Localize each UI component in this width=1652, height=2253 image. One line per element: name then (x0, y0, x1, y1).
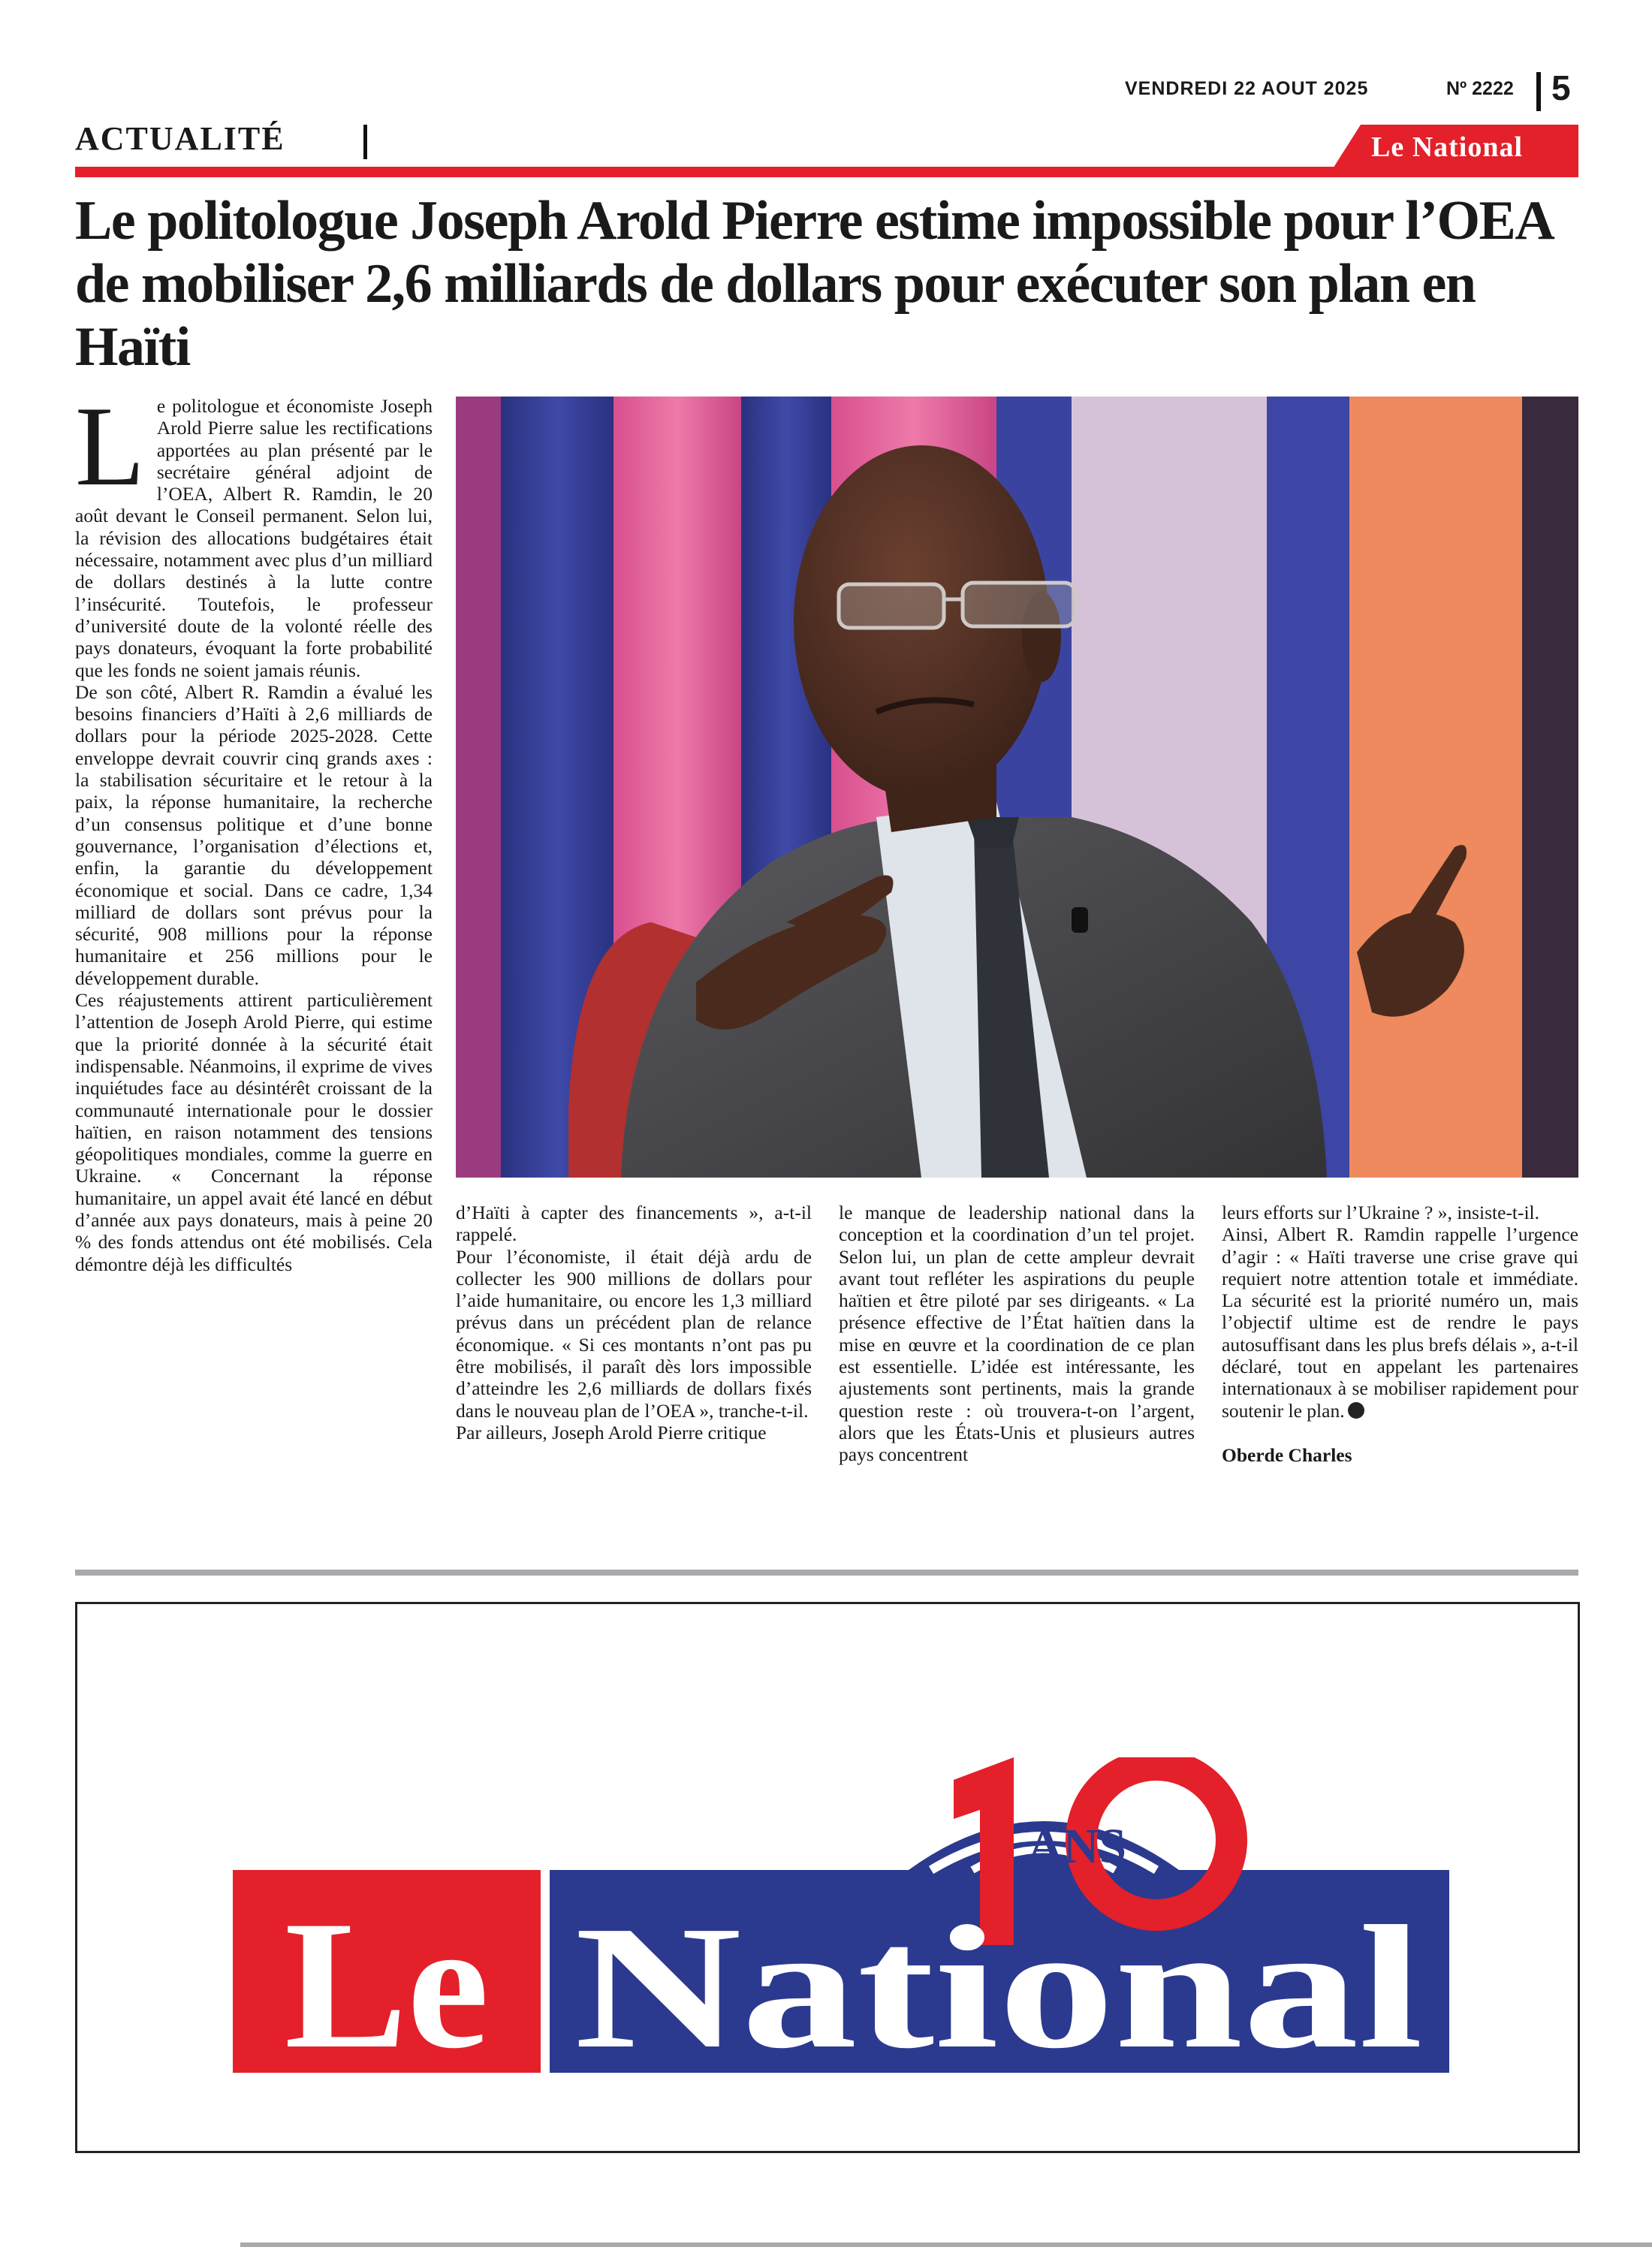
brand-name: Le National (1371, 131, 1524, 163)
paragraph-text: e politologue et économiste Joseph Arold Pierre salue les rectifications apportées au plan présenté par le secrétaire général adjoint de l’OEA, Albert R. Ramdin, le 20 août devant le Conseil permanent. Selon lui, la révision des allocations budgétaires était nécessaire, notamment avec plus d’un milliard de dollars destinés à la lutte contre l’insécurité. Toutefois, le professeur d’université doute de la volonté réelle des pays donateurs, évoquant la forte probabilité que les fonds ne soient jamais réunis. (75, 395, 433, 681)
issue-date: VENDREDI 22 AOUT 2025 (1125, 78, 1369, 99)
paragraph: leurs efforts sur l’Ukraine ? », insiste-t-il. (1222, 1202, 1540, 1223)
article-column-3 (839, 1202, 1195, 1466)
logo-word-national: National (574, 1890, 1423, 2073)
page-bottom-rule (240, 2242, 1652, 2247)
end-of-article-icon (1348, 1402, 1364, 1419)
paragraph: d’Haïti à capter des financements », a-t-il rappelé. (456, 1202, 812, 1246)
logo-ans-label: ANS (1026, 1819, 1127, 1874)
article-column-4 (1222, 1202, 1578, 1466)
portrait-illustration (456, 397, 1578, 1178)
logo-word-le: Le (284, 1883, 490, 2073)
paragraph: le manque de leadership national dans la conception et la coordination d’un tel projet. Selon lui, un plan de cette ampleur devrait avant tout refléter les aspirations du peuple haïtien et être piloté par ses dirigeants. « La présence effective de l’État haïtien dans la mise en œuvre et la coordination de ce plan est essentielle. L’idée est intéressante, les ajustements sont pertinents, mais la grande question reste : où trouvera-t-on l’argent, alors que les États-Unis et plusieurs autres pays concentrent (839, 1202, 1195, 1466)
paragraph: Par ailleurs, Joseph Arold Pierre critique (456, 1421, 767, 1443)
lead-paragraph (75, 383, 433, 681)
header-rule (75, 167, 1578, 177)
page-number: 5 (1551, 68, 1571, 107)
article-column-2 (456, 1202, 812, 1443)
paragraph (1222, 1223, 1578, 1422)
section-divider (363, 125, 367, 159)
ad-separator-rule (75, 1570, 1578, 1576)
section-label: ACTUALITÉ (75, 120, 285, 157)
article-author: Oberde Charles (1222, 1443, 1352, 1466)
article-headline: Le politologue Joseph Arold Pierre estime impossible pour l’OEA de mobiliser 2,6 milliards de dollars pour exécuter son plan en Haïti (75, 190, 1551, 378)
drop-cap: L (75, 383, 145, 509)
article-column-1 (75, 383, 433, 1275)
le-national-10-ans-logo (233, 1757, 1449, 2073)
article-photo (456, 397, 1578, 1178)
paragraph: Pour l’économiste, il était déjà ardu de collecter les 900 millions de dollars pour l’aide humanitaire, ou encore les 1,3 milliard prévus dans un précédent plan de relance économique. « Si ces montants n’ont pas pu être mobilisés, il paraît dès lors impossible d’atteindre les 2,6 milliards de dollars fixés dans le nouveau plan de l’OEA », tranche-t-il. (456, 1245, 812, 1422)
paragraph: De son côté, Albert R. Ramdin a évalué les besoins financiers d’Haïti à 2,6 milliards de dollars pour la période 2025-2028. Cette enveloppe devrait couvrir cinq grands axes : la stabilisation sécuritaire et le retour à la paix, la réponse humanitaire, la recherche d’un consensus politique et d’une bonne gouvernance, l’organisation d’élections et, enfin, la garantie du développement économique et social. Dans ce cadre, 1,34 milliard de dollars sont prévus pour la sécurité, 908 millions pour la réponse humanitaire et 256 millions pour le développement durable. (75, 680, 433, 989)
page-number-divider (1536, 72, 1541, 111)
paragraph-text: Ainsi, Albert R. Ramdin rappelle l’urgence d’agir : « Haïti traverse une crise grave qui requiert notre attention totale et immédiate. La sécurité est la priorité numéro un, mais l’objectif ultime est de rendre le pays autosuffisant dans les plus brefs délais », a-t-il déclaré, tout en appelant les partenaires internationaux à se mobiliser rapidement pour soutenir le plan. (1222, 1223, 1578, 1422)
paragraph: Ces réajustements attirent particulièrement l’attention de Joseph Arold Pierre, qui estime que la priorité donnée à la sécurité était indispensable. Néanmoins, il exprime de vives inquiétudes face au désintérêt croissant de la communauté internationale pour le dossier haïtien, en raison notamment des tensions géopolitiques mondiales, comme la guerre en Ukraine. « Concernant la réponse humanitaire, un appel avait été lancé en début d’année aux pays donateurs, mais à peine 20 % des fonds attendus ont été mobilisés. Cela démontre déjà les difficultés (75, 989, 433, 1275)
issue-number: Nº 2222 (1446, 78, 1514, 99)
